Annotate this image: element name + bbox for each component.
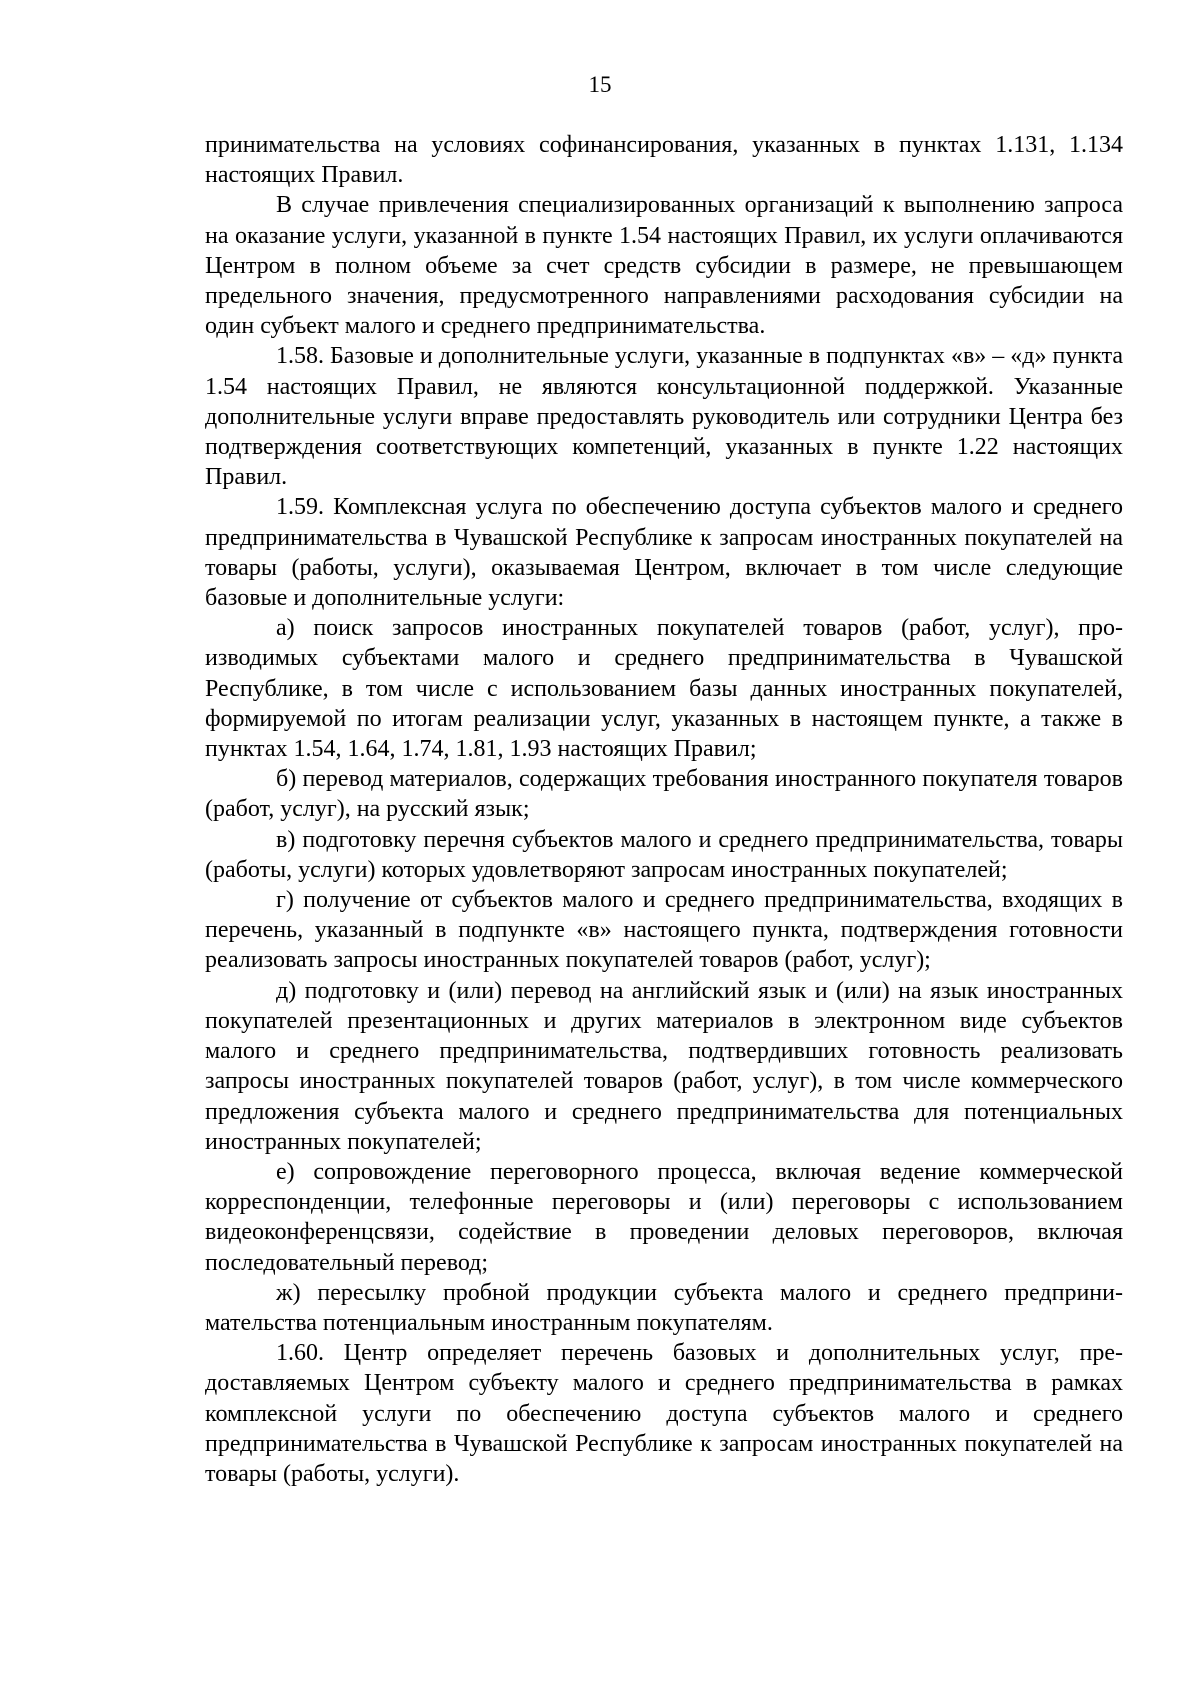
paragraph-1-60: 1.60. Центр определяет перечень базовых и дополнительных услуг, предоставляемых Центром субъекту малого и среднего предпринимательства в рамках комплексной услуги по обеспечению доступа субъектов малого и среднего предпринимательства в Чувашской Республике к запросам иностранных покупателей на товары (работы, услуги). [205, 1340, 1123, 1487]
paragraph-1-58: 1.58. Базовые и дополнительные услуги, указанные в подпунктах «в» – «д» пункта 1.54 настоящих Правил, не являются консультационной поддержкой. Указанные дополнительные услуги вправе предоставлять руководитель или сотрудники Центра без подтверждения соответствующих компетенций, указанных в пункте 1.22 настоящих Правил. [205, 343, 1123, 491]
paragraph-specialized-organizations: В случае привлечения специализированных организаций к выполнению запроса на оказание услуги, указанной в пункте 1.54 настоящих Правил, их услуги оплачиваются Центром в полном объеме за счет средств субсидии в размере, не превышающем предельного значения, предусмотренного направлениями расходования субсидии на один субъект малого и среднего предпринимательства. [205, 192, 1123, 340]
list-item-d: д) подготовку и (или) перевод на английский язык и (или) на язык иностранных покупателей презентационных и других материалов в электронном виде субъектов малого и среднего предпринимательства, подтвердивших готовность реализовать запросы иностранных покупателей товаров (работ, услуг), в том числе коммерческого предложения субъекта малого и среднего предпринимательства для потенциальных иностранных покупателей; [205, 977, 1123, 1155]
paragraph-continuation: принимательства на условиях софинансирования, указанных в пунктах 1.131, 1.134 настоящих Правил. [205, 132, 1123, 189]
paragraph-1-59: 1.59. Комплексная услуга по обеспечению доступа субъектов малого и среднего предпринимательства в Чувашской Республике к запросам иностранных покупателей на товары (работы, услуги), оказываемая Центром, включает в том числе следующие базовые и дополнительные услуги: [205, 494, 1123, 612]
list-item-zh: ж) пересылку пробной продукции субъекта малого и среднего предпринимательства потенциальным иностранным покупателям. [205, 1279, 1123, 1336]
list-item-v: в) подготовку перечня субъектов малого и среднего предпринимательства, товары (работы, услуги) которых удовлетворяют запросам иностранных покупателей; [205, 826, 1123, 883]
list-item-a: а) поиск запросов иностранных покупателей товаров (работ, услуг), производимых субъектами малого и среднего предпринимательства в Чувашской Республике, в том числе с использованием базы данных иностранных покупателей, формируемой по итогам реализации услуг, указанных в настоящем пункте, а также в пунктах 1.54, 1.64, 1.74, 1.81, 1.93 настоящих Правил; [205, 615, 1123, 763]
list-item-e: е) сопровождение переговорного процесса, включая ведение коммерческой корреспонденции, телефонные переговоры и (или) переговоры с использованием видеоконференцсвязи, содействие в проведении деловых переговоров, включая последовательный перевод; [205, 1158, 1123, 1276]
document-body [205, 130, 1123, 1489]
page-number: 15 [588, 72, 612, 97]
list-item-b: б) перевод материалов, содержащих требования иностранного покупателя товаров (работ, услуг), на русский язык; [205, 766, 1123, 823]
list-item-g: г) получение от субъектов малого и среднего предпринимательства, входящих в перечень, указанный в подпункте «в» настоящего пункта, подтверждения готовности реализовать запросы иностранных покупателей товаров (работ, услуг); [205, 887, 1123, 974]
